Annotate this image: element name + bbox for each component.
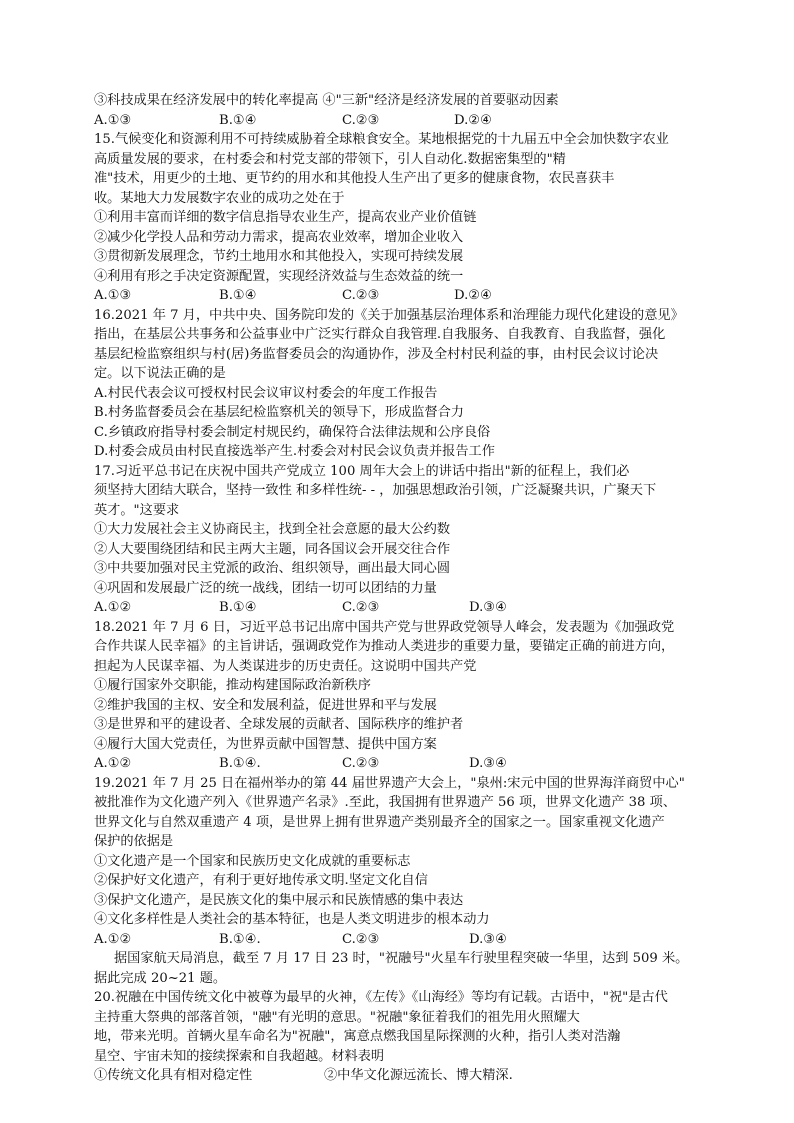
question-stem-line: 基层纪检监察组织与村(居)务监督委员会的沟通协作，涉及全村村民利益的事，由村民会议讨论决 [94, 346, 659, 362]
option-d: D.②④ [454, 112, 492, 128]
question-item: ③保护文化遗产，是民族文化的集中展示和民族情感的集中表达 [94, 892, 464, 908]
option-b: B.①④ [219, 288, 257, 303]
question-item: ④巩固和发展最广泛的统一战线，团结一切可以团结的力量 [94, 580, 437, 596]
option-d: D.②④ [454, 288, 492, 303]
option-a: A.①② [94, 600, 132, 615]
question-item: ②维护我国的主权、安全和发展利益，促进世界和平与发展 [94, 697, 437, 713]
question-16 [94, 306, 706, 462]
question-item: C.乡镇政府指导村委会制定村规民约，确保符合法律法规和公序良俗 [94, 424, 491, 440]
option-a: A.①③ [94, 112, 132, 128]
question-stem-line: 17.习近平总书记在庆祝中国共产党成立 100 周年大会上的讲话中指出"新的征程上，我们必 [94, 463, 630, 479]
question-stem-line: 主持重大祭典的部落首领，"融"有光明的意思。"祝融"象征着我们的祖先用火照耀大 [94, 1009, 580, 1025]
option-a: A.①② [94, 931, 132, 947]
question-item: ①文化遗产是一个国家和民族历史文化成就的重要标志 [94, 853, 411, 869]
option-d: D.③④ [469, 756, 507, 771]
question-stem-line: 世界文化与自然双重遗产 4 项，是世界上拥有世界遗产类别最齐全的国家之一。国家重视文化遗产 [94, 814, 665, 830]
question-item: ④履行大国大党责任，为世界贡献中国智慧、提供中国方案 [94, 736, 437, 752]
question-item: ②中华文化源远流长、博大精深. [324, 1068, 513, 1083]
question-15 [94, 130, 706, 306]
material-intro [94, 949, 706, 988]
exam-page [94, 91, 706, 1086]
question-item: ②减少化学投人品和劳动力需求，提高农业效率，增加企业收入 [94, 229, 464, 245]
question-item: ④利用有形之手决定资源配置，实现经济效益与生态效益的统一 [94, 268, 464, 284]
question-item: ③中共要加强对民主党派的政治、组织领导，画出最大同心圆 [94, 561, 451, 576]
question-stem-line: 指出，在基层公共事务和公益事业中广泛实行群众自我管理.自我服务、自我教育、自我监督，强化 [94, 327, 666, 342]
question-item: D.村委会成员由村民直接选举产生.村委会对村民会议负责并报告工作 [94, 444, 495, 459]
option-c: C.②③ [342, 288, 380, 303]
question-stem-line: 高质量发展的要求，在村委会和村党支部的带领下，引人自动化.数据密集型的"精 [94, 151, 566, 167]
question-items-row [94, 1066, 706, 1086]
option-b: B.①④. [219, 931, 261, 947]
question-stem-line: 定。以下说法正确的是 [94, 366, 226, 381]
question-item: ①大力发展社会主义协商民主，找到全社会意愿的最大公约数 [94, 522, 451, 537]
question-item: ③是世界和平的建设者、全球发展的贡献者、国际秩序的维护者 [94, 717, 464, 732]
question-item: ③贯彻新发展理念，节约土地用水和其他投入，实现可持续发展 [94, 249, 464, 264]
option-b: B.①④. [219, 756, 261, 771]
option-b: B.①④ [219, 600, 257, 615]
question-20 [94, 988, 706, 1086]
option-d: D.③④ [469, 931, 507, 947]
question-stem-line: 准"技术，用更少的土地、更节约的用水和其他投人生产出了更多的健康食物，农民喜获丰 [94, 171, 615, 186]
option-d: D.③④ [469, 600, 507, 615]
text-line: ③科技成果在经济发展中的转化率提高 ④"三新"经济是经济发展的首要驱动因素 [94, 93, 559, 108]
question-stem-line: 地，带来光明。首辆火星车命名为"祝融"，寓意点燃我国星际探测的火种，指引人类对浩瀚 [94, 1029, 621, 1044]
question-18 [94, 618, 706, 774]
question-item: ①传统文化具有相对稳定性 [94, 1068, 253, 1083]
answer-options [94, 930, 706, 950]
intro-line: 据国家航天局消息，截至 7 月 17 日 23 时，"祝融号"火星车行驶里程突破一华里，达到 509 米。 [114, 951, 689, 966]
question-stem-line: 英才。"这要求 [94, 502, 180, 518]
question-17 [94, 462, 706, 618]
question-item: B.村务监督委员会在基层纪检监察机关的领导下，形成监督合力 [94, 405, 464, 420]
question-stem-line: 16.2021 年 7 月，中共中央、国务院印发的《关于加强基层治理体系和治理能力现代化建设的意见》 [94, 307, 684, 323]
option-a: A.①② [94, 756, 132, 771]
question-stem-line: 保护的依据是 [94, 834, 174, 849]
question-item: ①利用丰富而详细的数字信息指导农业生产，提高农业产业价值链 [94, 210, 477, 225]
answer-options [94, 754, 706, 774]
question-item: ④文化多样性是人类社会的基本特征，也是人类文明进步的根本动力 [94, 912, 490, 927]
question-stem-line: 19.2021 年 7 月 25 日在福州举办的第 44 届世界遗产大会上，"泉州:宋元中国的世界海洋商贸中心" [94, 775, 685, 791]
answer-options [94, 286, 706, 306]
question-19 [94, 774, 706, 950]
question-stem-line: 合作共谋人民幸福》的主旨讲话，强调政党作为推动人类进步的重要力量，要锚定正确的前进方向， [94, 639, 675, 654]
intro-line: 据此完成 20~21 题。 [94, 970, 227, 986]
answer-options [94, 111, 706, 131]
question-stem-line: 20.祝融在中国传统文化中被尊为最早的火神，《左传》《山海经》等均有记载。古语中，"祝"是古代 [94, 990, 668, 1005]
question-stem-line: 被批准作为文化遗产列入《世界遗产名录》.至此，我国拥有世界遗产 56 项，世界文化遗产 38 项、 [94, 795, 677, 810]
answer-options [94, 598, 706, 618]
option-a: A.①③ [94, 288, 132, 303]
question-item: A.村民代表会议可授权村民会议审议村委会的年度工作报告 [94, 385, 438, 401]
option-c: C.②③ [342, 931, 380, 947]
question-item: ②人大要围绕团结和民主两大主题，同各国议会开展交往合作 [94, 541, 451, 557]
option-c: C.②③ [342, 112, 380, 128]
option-c: C.②③ [342, 756, 380, 771]
question-stem-line: 担起为人民谋幸福、为人类谋进步的历史责任。这说明中国共产党 [94, 658, 477, 674]
question-stem-line: 15.气候变化和资源利用不可持续威胁着全球粮食安全。某地根据党的十九届五中全会加快数字农业 [94, 132, 669, 147]
question-stem-line: 18.2021 年 7 月 6 日，习近平总书记出席中国共产党与世界政党领导人峰会，发表题为《加强政党 [94, 619, 675, 635]
option-b: B.①④ [219, 112, 257, 128]
question-stem-line: 收。某地大力发展数字农业的成功之处在于 [94, 190, 345, 206]
question-item: ②保护好文化遗产，有利于更好地传承文明.坚定文化自信 [94, 873, 428, 888]
question-stem-line: 星空、宇宙未知的接续探索和自我超越。材料表明 [94, 1048, 385, 1064]
question-stem-line: 须坚持大团结大联合，坚持一致性 和多样性统- - ，加强思想政治引领，广泛凝聚共识，广聚天下 [94, 483, 657, 498]
question-item: ①履行国家外交职能，推动构建国际政治新秩序 [94, 678, 371, 693]
option-c: C.②③ [342, 600, 380, 615]
